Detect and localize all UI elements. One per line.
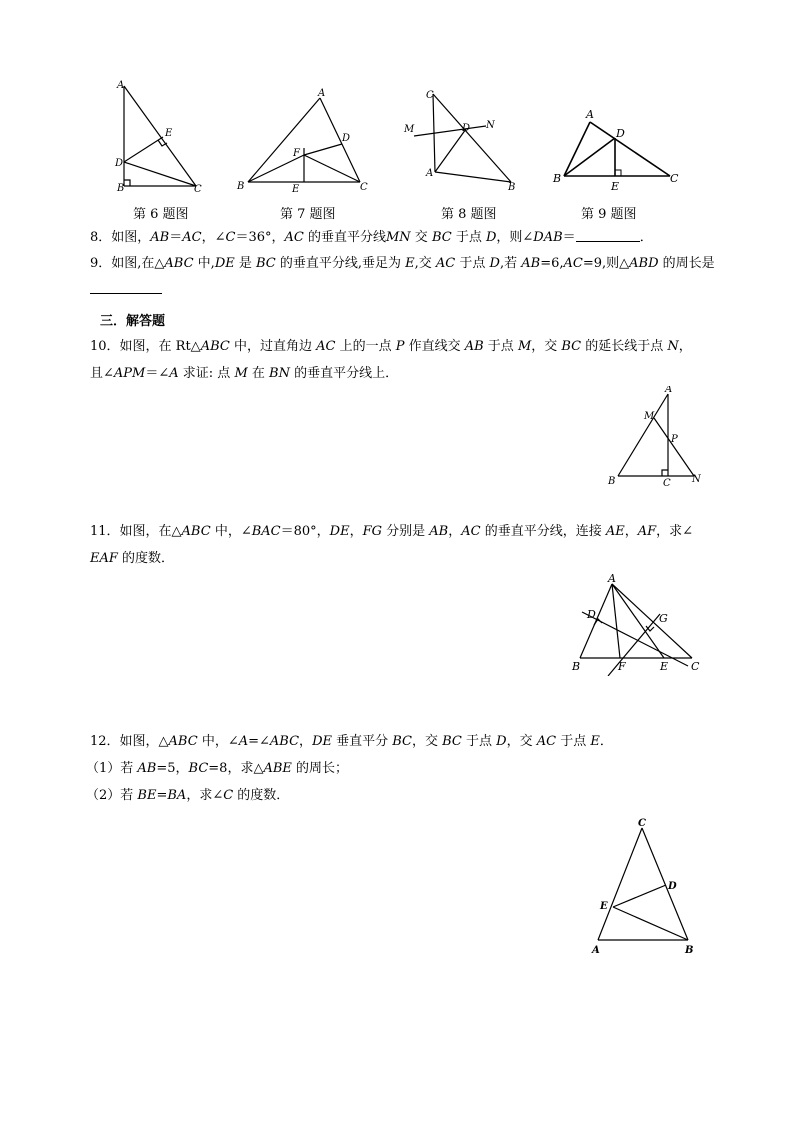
fig11-label-f: F — [618, 660, 626, 673]
question-11-line-1 — [90, 523, 693, 541]
figure-7 — [232, 86, 378, 196]
q10-var: AC — [316, 339, 336, 354]
fig8-caption: 第 8 题图 — [441, 207, 497, 222]
q12-var: C — [223, 788, 234, 803]
q10-var: APM — [113, 366, 146, 381]
q11-var: FG — [362, 524, 382, 539]
fig8-label-a: A — [426, 168, 434, 179]
q8-text: ． — [639, 230, 653, 245]
fig12-label-c: C — [638, 818, 646, 829]
q9-text: 是 — [234, 256, 256, 271]
question-11-line-2 — [90, 550, 174, 568]
fig6-label-c: C — [194, 184, 202, 195]
q12-var: BC — [392, 734, 412, 749]
q12-text: =5， — [156, 761, 189, 776]
question-12-line-3 — [86, 787, 289, 805]
fig12-label-d: D — [668, 881, 677, 892]
fig10-label-a: A — [665, 386, 673, 395]
q10-var: ABC — [200, 339, 230, 354]
q12-var: D — [496, 734, 507, 749]
q11-text: ， — [349, 524, 363, 539]
q11-text: 的垂直平分线，连接 — [480, 524, 606, 539]
q11-text: 的度数． — [117, 551, 175, 566]
fig7-label-a: A — [318, 88, 326, 99]
q8-text: ，∠ — [201, 230, 226, 245]
fig8-label-d: D — [462, 123, 471, 134]
q9-var: AC — [563, 256, 583, 271]
q9-var: AC — [435, 256, 456, 271]
fig7-label-d: D — [342, 133, 351, 144]
q9-var: D — [489, 256, 500, 271]
q9-text: 于点 — [455, 256, 490, 271]
q10-text: 作直线交 — [404, 339, 465, 354]
q10-var: M — [517, 339, 532, 354]
q12-text: = — [156, 788, 168, 803]
q8-text: ，则∠ — [496, 230, 534, 245]
fig8-label-m: M — [404, 124, 415, 135]
q8-var: AC — [284, 230, 304, 245]
question-10-line-2 — [90, 365, 398, 383]
question-10-line-1 — [90, 338, 692, 356]
q9-var: ABC — [164, 256, 194, 271]
q11-var: ABC — [181, 524, 211, 539]
fig11-label-e: E — [660, 660, 669, 673]
q9-var: E — [405, 256, 415, 271]
question-8 — [90, 229, 653, 247]
question-9-answer — [90, 281, 162, 300]
q12-var: BC — [188, 761, 209, 776]
q8-var: BC — [431, 230, 452, 245]
fig12-label-b: B — [685, 945, 694, 956]
q12-var: ABC — [168, 734, 198, 749]
q12-text: ，交 — [506, 734, 537, 749]
q12-text: =8，求△ — [208, 761, 264, 776]
q10-text: ＝∠ — [145, 366, 170, 381]
fig8-label-b: B — [508, 182, 516, 193]
q8-text: ＝ — [169, 230, 183, 245]
q11-var: AE — [605, 524, 625, 539]
fig11-label-g: G — [659, 612, 668, 625]
fig10-label-m: M — [644, 411, 655, 422]
q12-text: ， — [299, 734, 313, 749]
q10-text: 求证: 点 — [178, 366, 235, 381]
q8-var: AB — [150, 230, 170, 245]
q8-text: ＝36°， — [235, 230, 285, 245]
fig7-label-e: E — [292, 184, 300, 195]
fig6-label-a: A — [117, 80, 125, 91]
q10-text: 上的一点 — [335, 339, 396, 354]
question-12-line-2 — [86, 760, 348, 778]
q12-text: （1）若 — [86, 761, 138, 776]
q10-var: N — [667, 339, 679, 354]
q10-text: ，交 — [531, 339, 562, 354]
q12-var: DE — [312, 734, 332, 749]
q9-var: AB — [521, 256, 541, 271]
q12-text: 12．如图，△ — [90, 734, 169, 749]
q12-var: ABC — [269, 734, 300, 749]
fig9-label-d: D — [616, 127, 625, 140]
q12-text: 的度数． — [233, 788, 290, 803]
q12-var: BE — [137, 788, 157, 803]
q10-var: M — [234, 366, 248, 381]
q9-text: ,若 — [499, 256, 522, 271]
q11-text: 中，∠ — [210, 524, 252, 539]
q12-text: ． — [599, 734, 613, 749]
fig10-label-n: N — [692, 474, 701, 485]
q8-var: AC — [182, 230, 202, 245]
q11-var: EAF — [90, 551, 118, 566]
q12-text: 于点 — [556, 734, 591, 749]
q11-text: 11．如图，在△ — [90, 524, 182, 539]
fig11-label-c: C — [691, 660, 700, 673]
fig9-label-c: C — [670, 172, 679, 185]
fig7-caption: 第 7 题图 — [280, 207, 336, 222]
q11-var: AF — [637, 524, 657, 539]
q12-text: （2）若 — [86, 788, 138, 803]
question-9 — [90, 255, 715, 273]
fig10-label-p: P — [671, 434, 678, 445]
fig6-label-d: D — [115, 158, 124, 169]
q9-text: 的周长是 — [658, 256, 715, 271]
q8-text: ＝ — [562, 230, 576, 245]
fig6-caption: 第 6 题图 — [133, 207, 189, 222]
section-title: 三．解答题 — [100, 314, 166, 329]
fig10-label-c: C — [663, 478, 671, 489]
q12-var: BC — [442, 734, 462, 749]
fig11-label-a: A — [608, 572, 616, 585]
q11-text: ， — [448, 524, 462, 539]
q8-var: MN — [385, 230, 411, 245]
figure-6 — [112, 76, 212, 196]
q8-text: 交 — [410, 230, 432, 245]
fig9-caption: 第 9 题图 — [581, 207, 637, 222]
q12-text: 中，∠ — [197, 734, 239, 749]
q11-text: 分别是 — [382, 524, 430, 539]
q9-text: ,交 — [414, 256, 436, 271]
figure-11 — [564, 570, 710, 676]
figure-10 — [602, 386, 706, 490]
q10-var: P — [395, 339, 405, 354]
fig11-label-d: D — [587, 608, 596, 621]
answer-blank[interactable] — [576, 229, 640, 242]
fig9-label-b: B — [553, 172, 562, 185]
fig10-label-b: B — [608, 476, 616, 487]
q10-text: 10．如图，在 Rt△ — [90, 339, 201, 354]
answer-blank[interactable] — [90, 281, 162, 294]
q9-text: 9．如图,在△ — [90, 256, 165, 271]
q11-var: DE — [329, 524, 350, 539]
q12-var: AC — [536, 734, 557, 749]
q9-var: DE — [214, 256, 235, 271]
q12-var: ABE — [263, 761, 292, 776]
q12-text: ，交 — [412, 734, 443, 749]
q10-text: ， — [678, 339, 692, 354]
fig8-label-c: C — [426, 90, 434, 101]
q11-var: AB — [429, 524, 449, 539]
figure-8 — [396, 84, 522, 196]
q11-text: ＝80°， — [280, 524, 330, 539]
q11-var: BAC — [251, 524, 281, 539]
fig7-label-f: F — [293, 148, 300, 159]
q10-var: A — [169, 366, 179, 381]
q9-text: 中, — [193, 256, 215, 271]
question-12-line-1 — [90, 733, 613, 751]
fig11-label-b: B — [572, 660, 581, 673]
q8-var: D — [485, 230, 497, 245]
q12-text: 于点 — [461, 734, 497, 749]
q9-var: ABD — [629, 256, 659, 271]
q12-text: 垂直平分 — [331, 734, 393, 749]
q12-text: =∠ — [248, 734, 270, 749]
q9-text: =6, — [540, 256, 564, 271]
q10-text: 中，过直角边 — [229, 339, 317, 354]
q8-text: 8．如图， — [90, 230, 151, 245]
fig7-label-b: B — [237, 181, 245, 192]
q11-text: ， — [624, 524, 638, 539]
q12-var: BA — [167, 788, 187, 803]
fig9-label-a: A — [586, 108, 594, 121]
q10-var: BN — [269, 366, 290, 381]
q8-text: 的垂直平分线 — [303, 230, 386, 245]
q10-text: 的延长线于点 — [581, 339, 668, 354]
q9-text: 的垂直平分线,垂足为 — [275, 256, 406, 271]
q8-var: DAB — [533, 230, 563, 245]
q10-text: 于点 — [483, 339, 518, 354]
q10-var: BC — [561, 339, 582, 354]
q8-text: 于点 — [451, 230, 486, 245]
figure-9 — [548, 104, 684, 196]
fig12-label-a: A — [592, 945, 600, 956]
q10-text: 的垂直平分线上． — [289, 366, 399, 381]
q12-text: ，求∠ — [186, 788, 224, 803]
fig8-label-n: N — [486, 120, 495, 131]
fig6-label-b: B — [117, 183, 125, 194]
q10-text: 且∠ — [90, 366, 114, 381]
fig6-label-e: E — [165, 128, 173, 139]
q12-var: E — [590, 734, 600, 749]
q9-text: =9,则△ — [582, 256, 630, 271]
q12-var: A — [238, 734, 249, 749]
q10-var: AB — [464, 339, 484, 354]
fig9-label-e: E — [611, 180, 620, 193]
q11-text: ，求∠ — [656, 524, 694, 539]
fig12-label-e: E — [600, 901, 608, 912]
q12-text: 的周长； — [291, 761, 349, 776]
q8-var: C — [225, 230, 236, 245]
q11-var: AC — [461, 524, 481, 539]
q9-var: BC — [256, 256, 276, 271]
figure-12 — [586, 816, 702, 960]
q10-text: 在 — [247, 366, 270, 381]
fig7-label-c: C — [360, 182, 368, 193]
q12-var: AB — [137, 761, 157, 776]
